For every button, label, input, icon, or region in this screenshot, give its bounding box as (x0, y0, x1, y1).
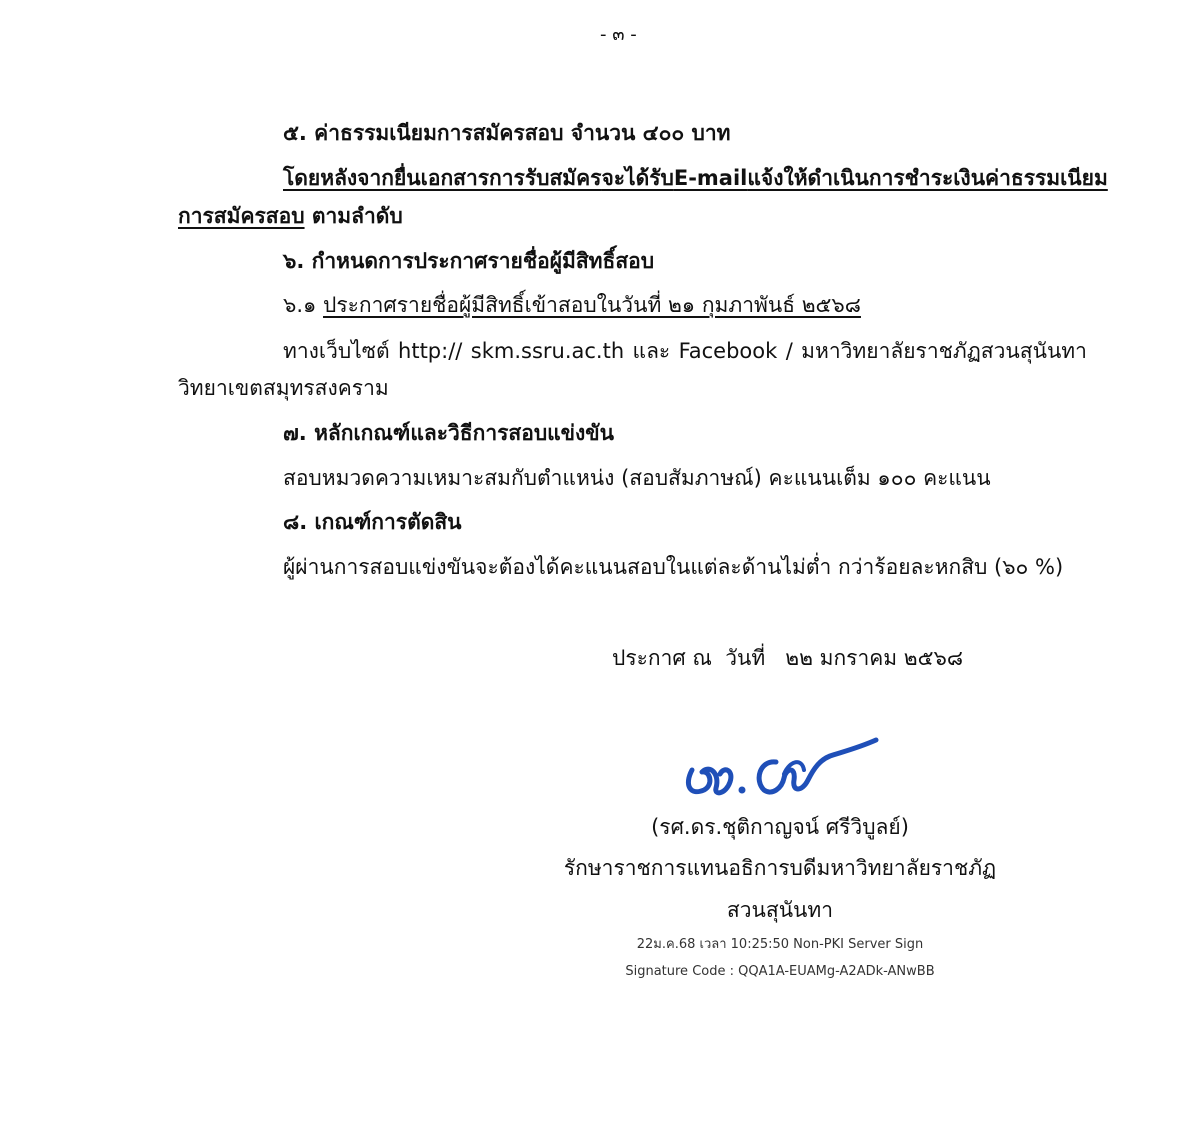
section-6-website-line (283, 336, 1087, 366)
item-prefix: ๖.๑ (283, 293, 324, 317)
word: E-mail (673, 166, 748, 190)
website-url: skm.ssru.ac.th (470, 339, 625, 363)
e-sign-timestamp: 22ม.ค.68 เวลา 10:25:50 Non-PKI Server Sign (636, 937, 924, 952)
section-5-heading: ๕. ค่าธรรมเนียมการสมัครสอบ จำนวน ๔๐๐ บาท (283, 121, 731, 145)
underlined-text: ประกาศรายชื่อผู้มีสิทธิ์เข้าสอบในวันที่ ๒๑ กุมภาพันธ์ ๒๕๖๘ (323, 293, 861, 317)
page-number: - ๓ - (600, 24, 637, 45)
underlined-text: การสมัครสอบ (178, 204, 305, 228)
word: และ (632, 339, 671, 363)
section-6-item-1 (283, 290, 861, 320)
word: โดยหลังจากยื่นเอกสารการรับสมัคร (283, 166, 602, 190)
section-8-heading: ๘. เกณฑ์การตัดสิน (283, 510, 462, 534)
signatory-title-line-2: สวนสุนันทา (726, 898, 834, 922)
section-7-body: สอบหมวดความเหมาะสมกับตำแหน่ง (สอบสัมภาษณ์) คะแนนเต็ม ๑๐๐ คะแนน (283, 466, 991, 490)
section-6-heading: ๖. กำหนดการประกาศรายชื่อผู้มีสิทธิ์สอบ (283, 249, 655, 273)
section-8-body: ผู้ผ่านการสอบแข่งขันจะต้องได้คะแนนสอบในแต่ละด้านไม่ต่ำ กว่าร้อยละหกสิบ (๖๐ %) (283, 555, 1064, 579)
section-5-line-1 (283, 163, 1108, 193)
word: http:// (398, 339, 463, 363)
signatory-name: (รศ.ดร.ชุติกาญจน์ ศรีวิบูลย์) (651, 815, 909, 839)
section-6-website-line-2: วิทยาเขตสมุทรสงคราม (178, 376, 389, 400)
section-7-heading: ๗. หลักเกณฑ์และวิธีการสอบแข่งขัน (283, 421, 615, 445)
handwritten-signature (680, 730, 890, 800)
word: จะได้รับ (601, 166, 674, 190)
word: มหาวิทยาลัยราชภัฏสวนสุนันทา (801, 339, 1087, 363)
announcement-date: ประกาศ ณ วันที่ ๒๒ มกราคม ๒๕๖๘ (612, 646, 964, 670)
word: ทางเว็บไซต์ (283, 339, 390, 363)
signatory-title-line-1: รักษาราชการแทนอธิการบดีมหาวิทยาลัยราชภัฏ (563, 856, 997, 880)
word: แจ้งให้ดำเนินการชำระเงินค่าธรรมเนียม (747, 166, 1108, 190)
section-5-line-2 (178, 201, 403, 231)
word: / (785, 339, 793, 363)
word: Facebook (678, 339, 778, 363)
e-sign-code: Signature Code : QQA1A-EUAMg-A2ADk-ANwBB (625, 964, 935, 979)
text: ตามลำดับ (304, 204, 403, 228)
